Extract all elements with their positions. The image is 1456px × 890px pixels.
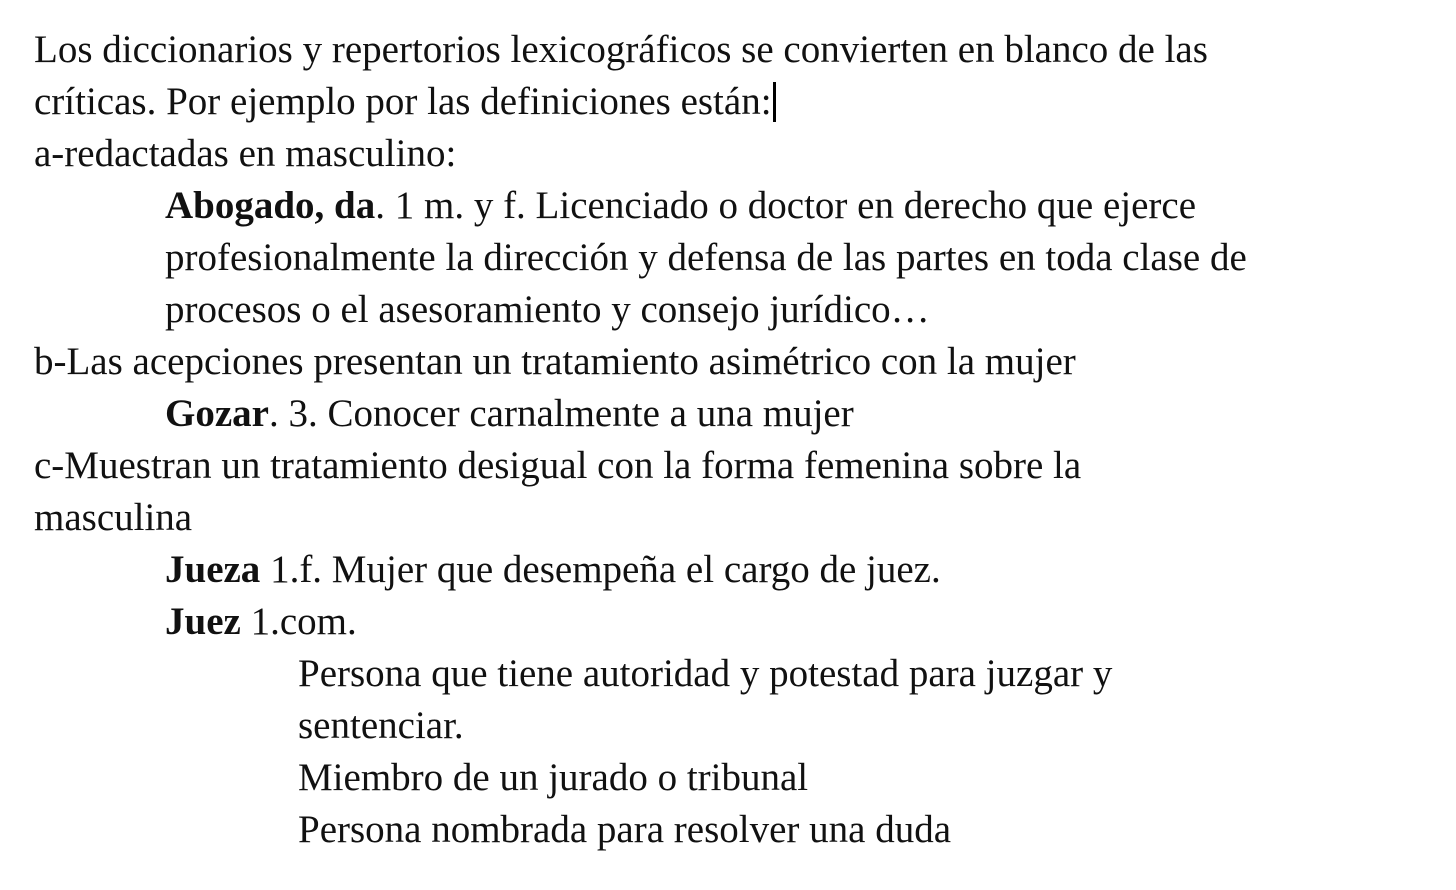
section-b-heading: b-Las acepciones presentan un tratamiento asimétrico con la mujer: [34, 340, 1076, 383]
juez-sense-line-3: Miembro de un jurado o tribunal: [298, 756, 809, 799]
section-c-heading-line-2: masculina: [34, 496, 193, 539]
section-c-heading-line-1: c-Muestran un tratamiento desigual con la forma femenina sobre la: [34, 444, 1082, 487]
document-body[interactable]: [34, 24, 1434, 856]
entry-gozar: [34, 388, 1434, 440]
entry-gozar-body: . 3. Conocer carnalmente a una mujer: [268, 392, 854, 435]
entry-abogado-line-1: [34, 180, 1434, 232]
juez-sense-line-1: Persona que tiene autoridad y potestad para juzgar y: [298, 652, 1113, 695]
entry-juez-headword: Juez: [165, 600, 241, 643]
entry-abogado-line-2: profesionalmente la dirección y defensa de las partes en toda clase de: [165, 236, 1247, 279]
entry-jueza-headword: Jueza: [165, 548, 261, 591]
entry-jueza-body: 1.f. Mujer que desempeña el cargo de juez.: [260, 548, 941, 591]
juez-sense-line-2: sentenciar.: [298, 704, 464, 747]
entry-juez: [34, 596, 1434, 648]
intro-line-2-text: críticas. Por ejemplo por las definiciones están:: [34, 80, 772, 123]
entry-abogado-body-1: . 1 m. y f. Licenciado o doctor en derecho que ejerce: [375, 184, 1197, 227]
text-cursor: [773, 82, 776, 122]
entry-abogado-headword: Abogado, da: [165, 184, 376, 227]
section-a-heading: a-redactadas en masculino:: [34, 132, 457, 175]
intro-line-2: [34, 76, 1434, 128]
entry-jueza: [34, 544, 1434, 596]
juez-sense-line-4: Persona nombrada para resolver una duda: [298, 808, 952, 851]
intro-line-1: Los diccionarios y repertorios lexicográficos se convierten en blanco de las: [34, 28, 1208, 71]
entry-juez-body: 1.com.: [240, 600, 357, 643]
entry-gozar-headword: Gozar: [165, 392, 269, 435]
entry-abogado-line-3: procesos o el asesoramiento y consejo jurídico…: [165, 288, 930, 331]
